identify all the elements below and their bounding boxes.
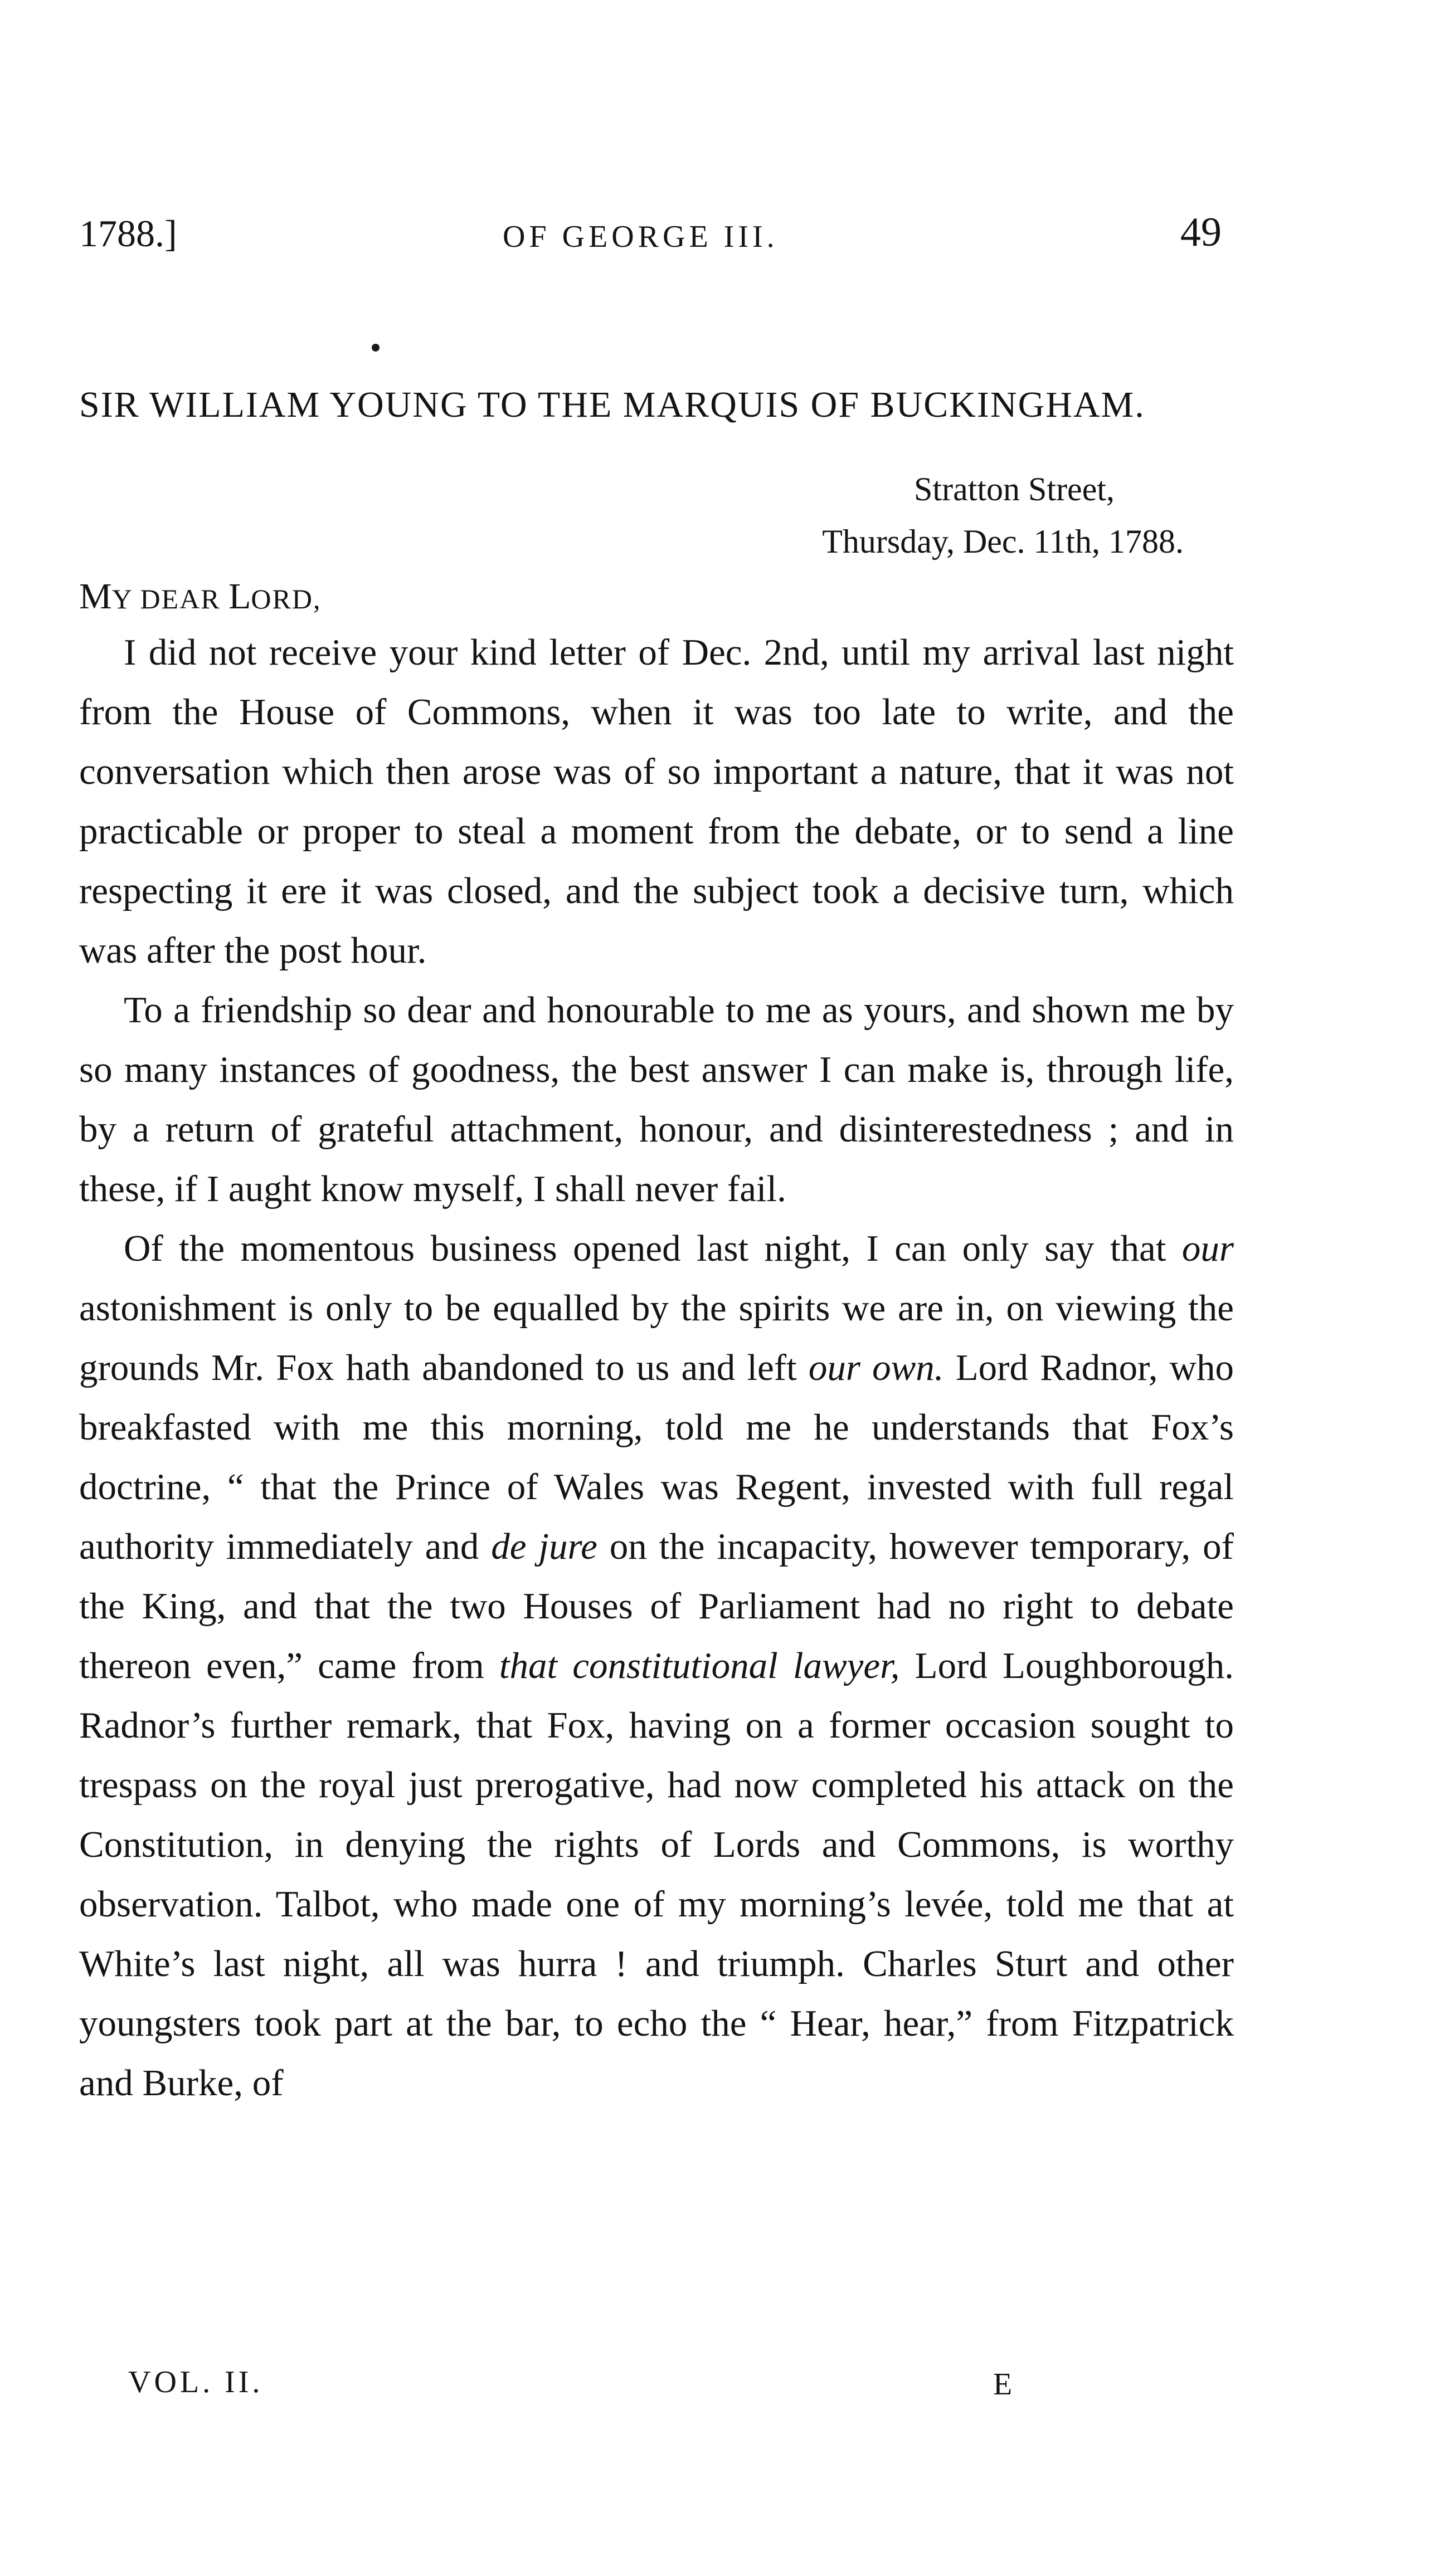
running-head-title: OF GEORGE III.	[503, 219, 779, 254]
salutation-small-caps-1: Y DEAR	[111, 583, 229, 614]
paragraph-3-text-d: on the incapacity, however temporary, of the King, and that the two Houses of Parliament had no right to debate thereon even,” came from	[79, 1526, 1234, 1686]
address-line-date: Thursday, Dec. 11th, 1788.	[822, 523, 1184, 560]
paragraph-3-text-b: astonishment is only to be equalled by the spirits we are in, on viewing the grounds Mr. Fox hath abandoned to us and left	[79, 1287, 1234, 1388]
ink-dot-mark	[372, 344, 380, 352]
paragraph-3-italic-de-jure: de jure	[491, 1526, 597, 1567]
running-head-year: 1788.]	[79, 212, 177, 255]
letter-body	[79, 623, 1234, 2113]
address-line-street: Stratton Street,	[914, 471, 1115, 508]
paragraph-1: I did not receive your kind letter of Dec. 2nd, until my arrival last night from the House of Commons, when it was too late to write, and the conversation which then arose was of so important a nature, that it was not practicable or proper to steal a moment from the debate, or to send a line respecting it ere it was closed, and the subject took a decisive turn, which was after the post hour.	[79, 632, 1234, 971]
gathering-signature: E	[993, 2367, 1013, 2402]
paragraph-3-text-a: Of the momentous business opened last night, I can only say that	[124, 1228, 1182, 1269]
salutation-small-caps-2: ORD,	[251, 583, 322, 614]
page-number: 49	[1180, 209, 1222, 255]
volume-signature: VOL. II.	[128, 2365, 264, 2399]
paragraph-3-italic-lawyer: that constitutional lawyer,	[499, 1645, 900, 1686]
paragraph-3-text-e: Lord Loughborough. Radnor’s further remark, that Fox, having on a former occasion sought to trespass on the royal just prerogative, had now completed his attack on the Constitution, in denying the rights of Lords and Commons, is worthy observation. Talbot, who made one of my morning’s levée, told me that at White’s last night, all was hurra ! and triumph. Charles Sturt and other youngsters took part at the bar, to echo the “ Hear, hear,” from Fitzpatrick and Burke, of	[79, 1645, 1234, 2104]
paragraph-3-text-c: Lord Radnor, who breakfasted with me this morning, told me he understands that Fox’s doctrine, “ that the Prince of Wales was Regent, invested with full regal authority immediately and	[79, 1347, 1234, 1567]
paragraph-3	[79, 1219, 1234, 2113]
paragraph-3-italic-our: our	[1181, 1228, 1234, 1269]
salutation	[79, 578, 321, 615]
salutation-initial-m: M	[79, 576, 112, 617]
paragraph-2: To a friendship so dear and honourable to me as yours, and shown me by so many instances of goodness, the best answer I can make is, through life, by a return of grateful attachment, honour, and disinterestedness ; and in these, if I aught know myself, I shall never fail.	[79, 989, 1234, 1209]
salutation-initial-l: L	[228, 576, 251, 617]
paragraph-3-italic-our-own: our own.	[808, 1347, 944, 1388]
letter-heading: SIR WILLIAM YOUNG TO THE MARQUIS OF BUCKINGHAM.	[79, 384, 1145, 425]
